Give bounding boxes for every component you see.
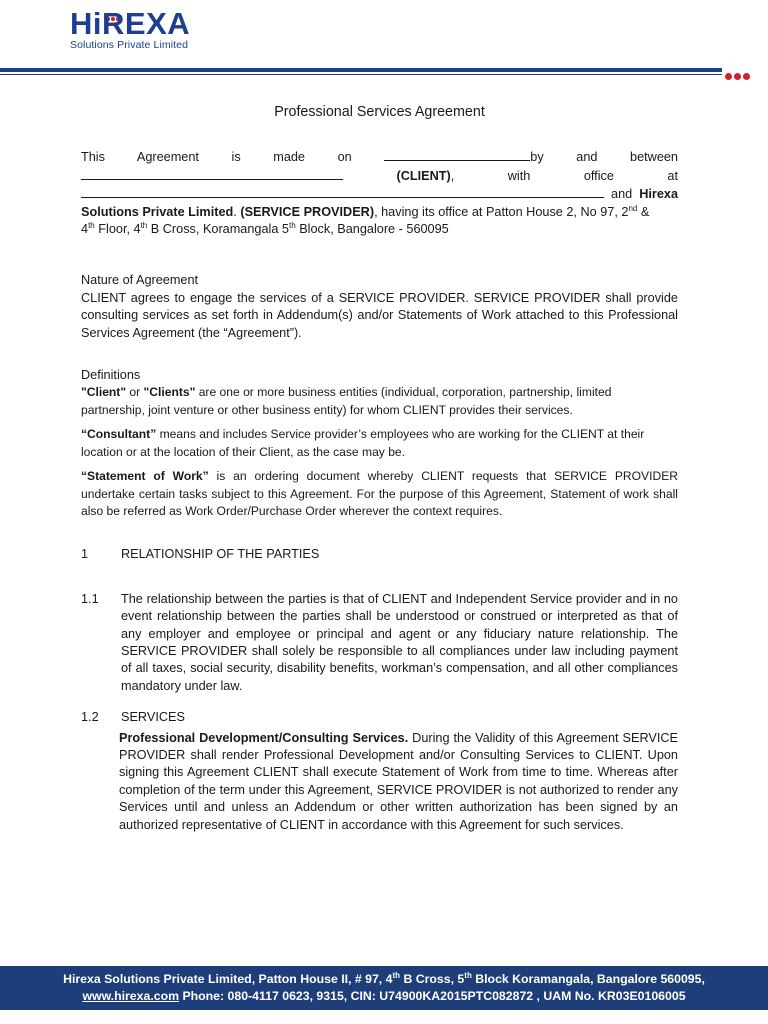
provider-name-start: Hirexa [639, 187, 678, 202]
intro-line-5 [81, 221, 678, 238]
superscript: th [88, 220, 95, 230]
definitions-heading: Definitions [81, 368, 141, 383]
footer-text: Hirexa Solutions Private Limited, Patton House II, # 97, 4 [63, 972, 393, 986]
logo-subtitle: Solutions Private Limited [70, 39, 189, 51]
superscript: nd [628, 203, 638, 213]
definition-client [81, 384, 678, 419]
website-link[interactable]: www.hirexa.com [82, 989, 180, 1003]
provider-name: Solutions Private Limited [81, 204, 234, 219]
section-title: SERVICES [121, 710, 185, 725]
intro-line-4: Solutions Private Limited. (SERVICE PROVIDER), having its office at Patton House 2, No 97, 2nd & [81, 203, 650, 219]
definition-consultant [81, 426, 678, 461]
intro-line-3 [81, 185, 678, 203]
section-text: The relationship between the parties is that of CLIENT and Independent Service provider and in no event relationship between the parties shall be understood or construed or interpreted as that of any employer and employee or principal and agent or any fiduciary nature relationship. The SERVICE PROVIDER shall solely be responsible to all compliances under law including payment of all taxes, social security, disability benefits, workman’s compensation, and all other compliances mandatory under law. [121, 591, 678, 693]
definition-term: “Consultant” [81, 427, 157, 442]
intro-word: between [630, 150, 678, 165]
section-1-1 [81, 591, 678, 695]
section-1-heading [81, 546, 678, 563]
definition-term: "Clients" [143, 385, 196, 400]
footer-text: Block Koramangala, Bangalore 560095, [471, 972, 705, 986]
section-1-2-heading [81, 709, 678, 726]
address-part: 4 [81, 222, 89, 237]
superscript: th [289, 220, 296, 230]
nature-section [81, 272, 678, 342]
definition-text: means and includes Service provider’s employees who are working for the CLIENT at their location or at the location of their Client, as the case may be. [81, 427, 645, 459]
section-lead: Professional Development/Consulting Services. [119, 730, 409, 745]
section-title: RELATIONSHIP OF THE PARTIES [121, 547, 320, 562]
client-label: (CLIENT) [396, 168, 451, 183]
provider-address: , having its office at Patton House 2, No 97, 2 [374, 204, 629, 219]
footer-address [0, 971, 768, 988]
date-blank[interactable] [384, 150, 543, 164]
superscript: th [140, 220, 148, 230]
section-number: 1.2 [81, 710, 99, 725]
intro-word: Agreement [136, 150, 199, 165]
section-text: During the Validity of this Agreement SERVICE PROVIDER shall render Professional Development and/or Consulting Services to CLIENT. Upon signing this Agreement CLIENT shall execute Statement of Work from time to time. Whereas after completion of the term under this Agreement, SERVICE PROVIDER is not authorized to render any Services until and unless an Addendum or other written authorization has been signed by an authorized representative of CLIENT in accordance with this Agreement for such services. [119, 730, 678, 832]
address-part: Block, Bangalore - 560095 [295, 222, 449, 237]
nature-heading: Nature of Agreement [81, 273, 199, 288]
footer-text: B Cross, 5 [400, 972, 465, 986]
definition-sow [81, 468, 678, 520]
page-footer [0, 966, 768, 1010]
header-rule [0, 68, 722, 72]
intro-word: made [273, 150, 305, 165]
intro-line-1 [81, 148, 678, 166]
intro-word: and [576, 150, 598, 165]
client-address-blank[interactable] [81, 185, 604, 198]
company-logo [70, 8, 210, 58]
nature-text: CLIENT agrees to engage the services of a SERVICE PROVIDER. SERVICE PROVIDER shall provide consulting services as set forth in Addendum(s) and/or Statements of Work attached to this Professional Services Agreement (the “Agreement”). [81, 290, 678, 340]
provider-label: (SERVICE PROVIDER) [240, 204, 375, 219]
intro-word: with [507, 168, 531, 183]
intro-word: on [337, 150, 352, 165]
intro-line-2 [81, 167, 678, 185]
definitions-section [81, 367, 678, 520]
intro-paragraph [81, 148, 678, 238]
address-part: B Cross, Koramangala 5 [147, 222, 289, 237]
footer-contact [0, 988, 768, 1005]
comma: , [450, 168, 455, 183]
client-name-blank[interactable] [81, 167, 343, 180]
intro-word: office [583, 168, 614, 183]
section-number: 1.1 [81, 591, 99, 606]
intro-word: by [530, 150, 544, 165]
document-body [81, 104, 678, 834]
intro-word: This [81, 150, 105, 165]
header-rule-thin [0, 74, 722, 75]
definition-text: is an ordering document whereby CLIENT requests that SERVICE PROVIDER undertake certain tasks subject to this Agreement. For the purpose of this Agreement, Statement of work shall also be referred as Work Order/Purchase Order wherever the context requires. [81, 469, 678, 518]
superscript: th [464, 970, 472, 980]
definition-term: "Client" [81, 385, 127, 400]
intro-word: at [667, 168, 678, 183]
intro-word: and [611, 187, 640, 202]
definition-term: “Statement of Work” [81, 469, 209, 484]
section-number: 1 [81, 547, 89, 562]
provider-address-cont: & [637, 204, 650, 219]
header-dots-decoration [725, 67, 752, 85]
superscript: th [392, 970, 401, 980]
logo-wordmark: HiREXA [70, 6, 191, 41]
intro-word: is [231, 150, 241, 165]
definition-text: are one or more business entities (individual, corporation, partnership, limited partnership, joint venture or other business entity) for whom CLIENT provides their services. [81, 385, 612, 417]
address-part: Floor, 4 [94, 222, 141, 237]
footer-contact-text: Phone: 080-4117 0623, 9315, CIN: U74900KA2015PTC082872 , UAM No. KR03E0106005 [179, 989, 686, 1003]
definition-or: or [126, 385, 144, 400]
document-title: Professional Services Agreement [274, 104, 485, 120]
section-1-2-body [81, 730, 678, 834]
